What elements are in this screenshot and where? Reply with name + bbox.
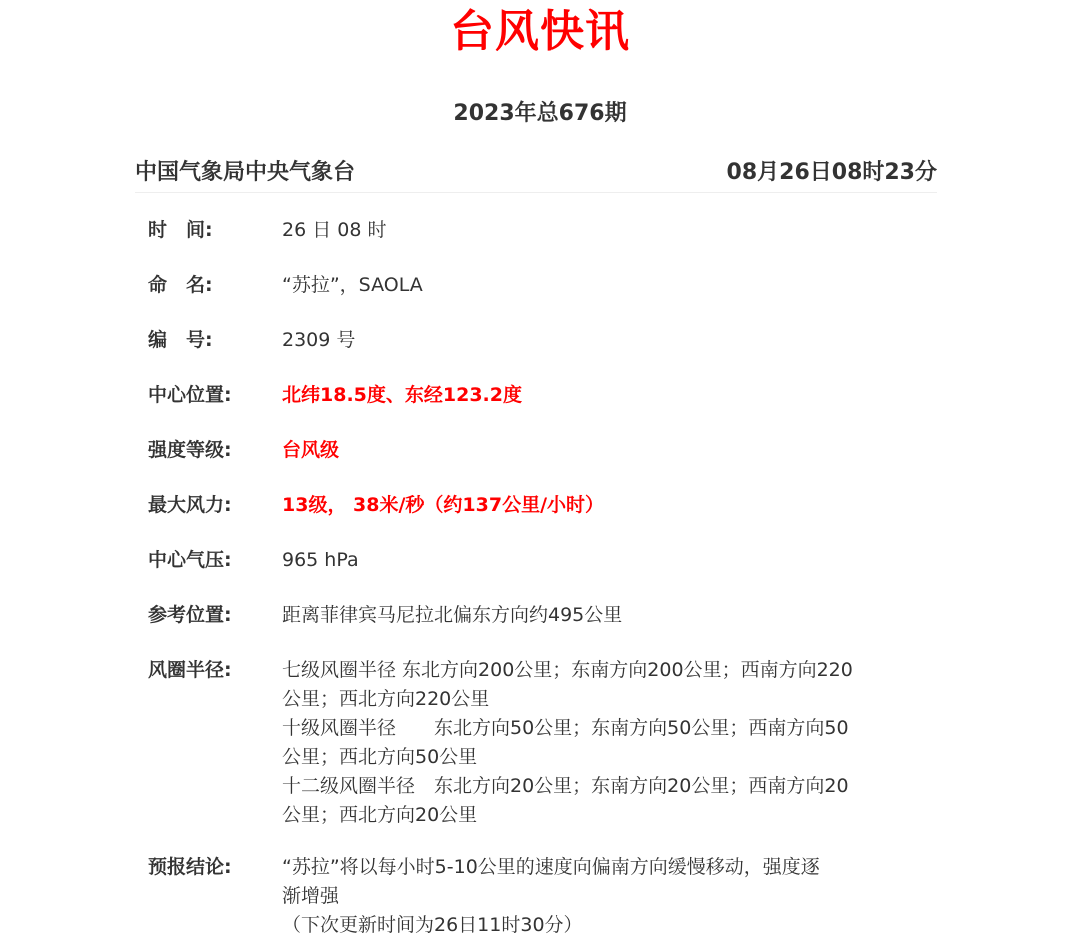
field-label: 预报结论: — [148, 856, 232, 878]
wind-radius-line: 十二级风圈半径 东北方向20公里；东南方向20公里；西南方向20 — [282, 775, 849, 797]
field-label: 命 名: — [148, 274, 213, 296]
issue-number: 2023年总676期 — [453, 101, 627, 126]
field-label: 编 号: — [148, 329, 213, 351]
field-value: “苏拉”，SAOLA — [282, 274, 423, 296]
field-value: 2309 号 — [282, 329, 356, 351]
forecast-line: “苏拉”将以每小时5-10公里的速度向偏南方向缓慢移动，强度逐 — [282, 856, 820, 878]
forecast-line: 渐增强 — [282, 885, 340, 907]
field-label: 中心气压: — [148, 549, 232, 571]
field-label: 强度等级: — [148, 439, 232, 461]
wind-radius-line: 七级风圈半径 东北方向200公里；东南方向200公里；西南方向220 — [282, 659, 853, 681]
bulletin-title: 台风快讯 — [450, 6, 630, 57]
wind-radius-line: 十级风圈半径 东北方向50公里；东南方向50公里；西南方向50 — [282, 717, 849, 739]
field-label: 最大风力: — [148, 494, 232, 516]
field-value: 北纬18.5度、东经123.2度 — [282, 384, 522, 406]
wind-radius-line: 公里；西北方向220公里 — [282, 688, 490, 710]
field-value: 965 hPa — [282, 549, 359, 571]
field-label: 时 间: — [148, 219, 213, 241]
field-value: 26 日 08 时 — [282, 219, 387, 241]
field-label: 中心位置: — [148, 384, 232, 406]
forecast-line: （下次更新时间为26日11时30分） — [282, 914, 583, 936]
field-value: 台风级 — [282, 439, 340, 461]
field-value-multiline — [282, 656, 922, 830]
field-value: 距离菲律宾马尼拉北偏东方向约495公里 — [282, 604, 623, 626]
wind-radius-line: 公里；西北方向20公里 — [282, 804, 478, 826]
field-value-multiline — [282, 853, 922, 940]
field-label: 参考位置: — [148, 604, 232, 626]
agency-name: 中国气象局中央气象台 — [135, 160, 356, 185]
bulletin-header — [135, 156, 937, 193]
field-value: 13级， 38米/秒（约137公里/小时） — [282, 494, 605, 516]
field-label: 风圈半径: — [148, 659, 232, 681]
issued-time: 08月26日08时23分 — [726, 160, 937, 185]
wind-radius-line: 公里；西北方向50公里 — [282, 746, 478, 768]
